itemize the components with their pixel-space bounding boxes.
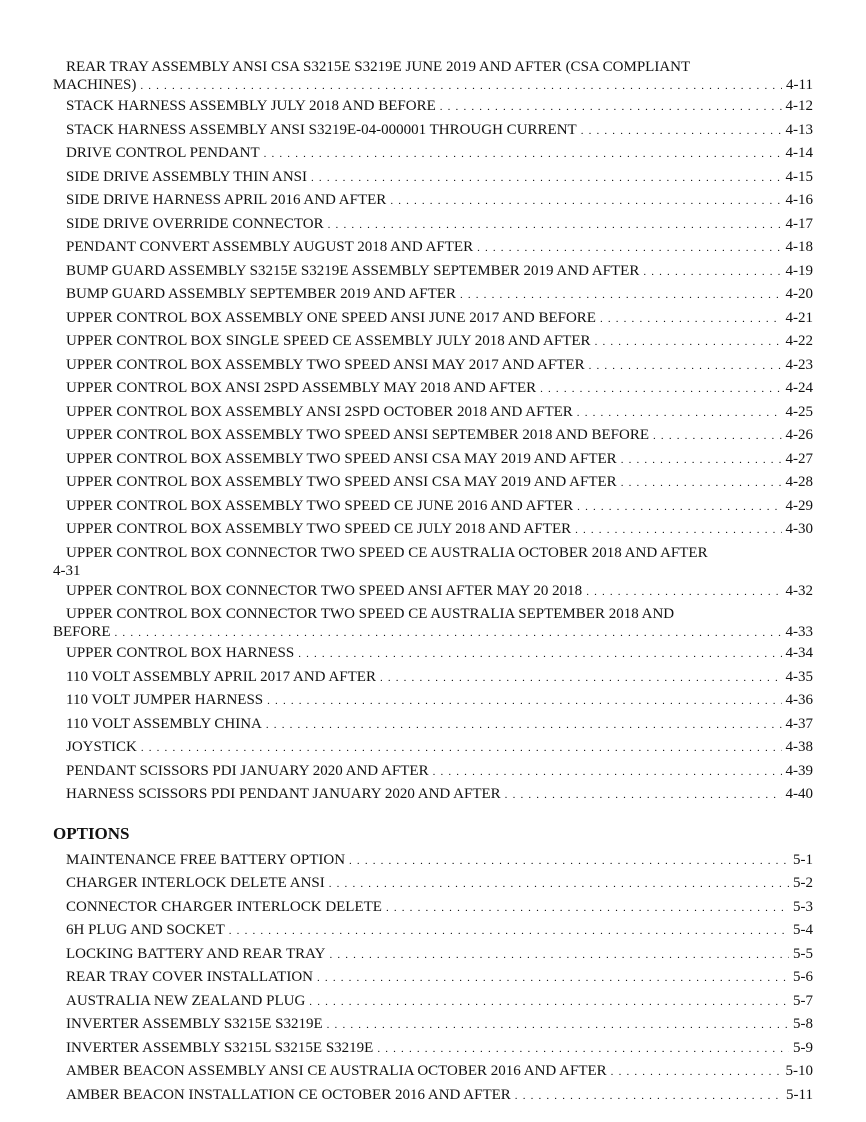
toc-leader-dots <box>349 850 789 873</box>
toc-page-number: 4-24 <box>785 380 813 396</box>
toc-entry[interactable] <box>53 377 813 401</box>
toc-leader-dots <box>377 1038 789 1061</box>
toc-entry-title: UPPER CONTROL BOX HARNESS <box>66 645 295 661</box>
toc-entry-row <box>53 330 813 354</box>
toc-entry[interactable] <box>53 142 813 166</box>
toc-entry[interactable] <box>53 283 813 307</box>
toc-leader-dots <box>229 920 789 943</box>
toc-entry-title: 110 VOLT ASSEMBLY CHINA <box>66 715 262 732</box>
toc-entry-title: STACK HARNESS ASSEMBLY JULY 2018 AND BEFORE <box>66 98 436 114</box>
toc-entry-row <box>53 166 813 190</box>
toc-entry[interactable] <box>53 424 813 448</box>
toc-entry-title: UPPER CONTROL BOX ASSEMBLY ONE SPEED ANSI JUNE 2017 AND BEFORE <box>66 309 596 326</box>
toc-entry-row <box>53 260 813 284</box>
toc-page-number: 4-32 <box>785 582 813 599</box>
toc-entry-row <box>53 518 813 542</box>
toc-entry-title: UPPER CONTROL BOX ASSEMBLY TWO SPEED CE JULY 2018 AND AFTER <box>66 521 572 537</box>
toc-entry-title: 110 VOLT ASSEMBLY APRIL 2017 AND AFTER <box>66 668 376 685</box>
toc-page-number: 4-15 <box>785 168 813 185</box>
toc-entry-title-cont: BEFORE <box>53 624 111 640</box>
toc-leader-dots <box>477 237 781 260</box>
toc-entry-title: UPPER CONTROL BOX SINGLE SPEED CE ASSEMBLY JULY 2018 AND AFTER <box>66 333 591 349</box>
toc-page-number: 5-2 <box>793 875 813 891</box>
toc-entry-row <box>53 189 813 213</box>
toc-page-number: 4-21 <box>785 309 813 326</box>
toc-entry[interactable] <box>53 872 813 896</box>
toc-entry[interactable] <box>53 580 813 604</box>
toc-entry-row <box>53 896 813 920</box>
toc-page-number: 4-40 <box>785 786 813 802</box>
toc-entry[interactable] <box>53 1060 813 1084</box>
toc-page-number: 4-37 <box>785 715 813 732</box>
toc-entry-title: SIDE DRIVE HARNESS APRIL 2016 AND AFTER <box>66 192 387 208</box>
toc-entry-row <box>53 642 813 666</box>
toc-entry[interactable] <box>53 642 813 666</box>
toc-entry-title: SIDE DRIVE ASSEMBLY THIN ANSI <box>66 168 308 185</box>
toc-entry-row <box>53 1037 813 1061</box>
toc-leader-dots <box>329 873 789 896</box>
toc-page-number: 5-4 <box>793 922 813 938</box>
toc-entry-title: BUMP GUARD ASSEMBLY S3215E S3219E ASSEMBLY SEPTEMBER 2019 AND AFTER <box>66 262 640 279</box>
toc-entry-row <box>53 1013 813 1037</box>
toc-entry-row <box>53 354 813 378</box>
toc-entry-title-cont: MACHINES) <box>53 77 137 93</box>
toc-entry-row <box>53 307 813 331</box>
toc-entry[interactable] <box>53 713 813 737</box>
toc-entry[interactable] <box>53 471 813 495</box>
toc-entry[interactable] <box>53 1013 813 1037</box>
toc-page-number: 4-14 <box>785 145 813 161</box>
toc-page-number: 4-20 <box>785 286 813 302</box>
toc-entry-title: CHARGER INTERLOCK DELETE ANSI <box>66 875 325 891</box>
toc-page-number: 4-29 <box>785 497 813 514</box>
toc-leader-dots <box>390 190 781 213</box>
toc-entry-row <box>53 849 813 873</box>
toc-entry-row <box>53 448 813 472</box>
toc-entry[interactable] <box>53 518 813 542</box>
toc-page-number: 5-10 <box>785 1063 813 1079</box>
toc-entry-title: UPPER CONTROL BOX ASSEMBLY TWO SPEED ANSI CSA MAY 2019 AND AFTER <box>66 450 617 467</box>
toc-section-options <box>53 849 813 1108</box>
toc-entry-row <box>53 990 813 1014</box>
toc-leader-dots <box>575 519 781 542</box>
toc-page-number: 4-16 <box>785 192 813 208</box>
toc-entry[interactable] <box>53 943 813 967</box>
toc-entry[interactable] <box>53 354 813 378</box>
toc-section-parts <box>53 58 813 807</box>
toc-entry[interactable] <box>53 896 813 920</box>
toc-entry-row <box>53 736 813 760</box>
toc-entry[interactable] <box>53 919 813 943</box>
toc-entry-row <box>53 783 813 807</box>
toc-entry-row <box>53 495 813 519</box>
toc-leader-dots <box>380 667 782 690</box>
toc-leader-dots <box>264 143 782 166</box>
toc-entry-title: UPPER CONTROL BOX ASSEMBLY TWO SPEED ANSI CSA MAY 2019 AND AFTER <box>66 474 617 490</box>
toc-entry-continuation <box>53 562 813 580</box>
toc-entry-title: REAR TRAY COVER INSTALLATION <box>66 969 314 985</box>
toc-entry-row <box>53 666 813 690</box>
toc-entry-row <box>53 95 813 119</box>
toc-entry-row <box>53 401 813 425</box>
toc-leader-dots <box>386 897 789 920</box>
toc-leader-dots <box>329 944 789 967</box>
toc-leader-dots <box>311 167 781 190</box>
options-heading: OPTIONS <box>53 823 130 843</box>
toc-entry-title: UPPER CONTROL BOX ASSEMBLY ANSI 2SPD OCTOBER 2018 AND AFTER <box>66 403 573 420</box>
toc-entry-title: INVERTER ASSEMBLY S3215L S3215E S3219E <box>66 1039 374 1056</box>
toc-leader-dots <box>140 77 782 95</box>
toc-entry-title: LOCKING BATTERY AND REAR TRAY <box>66 945 326 962</box>
toc-entry[interactable] <box>53 666 813 690</box>
toc-entry[interactable] <box>53 330 813 354</box>
toc-entry-title: PENDANT CONVERT ASSEMBLY AUGUST 2018 AND AFTER <box>66 239 474 255</box>
toc-entry-row <box>53 283 813 307</box>
toc-entry-row <box>53 424 813 448</box>
toc-leader-dots <box>515 1085 782 1108</box>
toc-entry-title: AMBER BEACON INSTALLATION CE OCTOBER 2016 AND AFTER <box>66 1086 511 1103</box>
toc-page-number: 5-6 <box>793 969 813 985</box>
toc-entry[interactable] <box>53 189 813 213</box>
toc-page-number: 4-26 <box>785 427 813 443</box>
toc-entry[interactable] <box>53 849 813 873</box>
toc-page-number: 4-27 <box>785 450 813 467</box>
toc-leader-dots <box>621 472 782 495</box>
toc-page-number: 4-23 <box>785 356 813 373</box>
toc-leader-dots <box>141 737 782 760</box>
toc-entry-title-line: REAR TRAY ASSEMBLY ANSI CSA S3215E S3219E JUNE 2019 AND AFTER (CSA COMPLIANT <box>66 59 691 75</box>
toc-leader-dots <box>589 355 782 378</box>
toc-entry[interactable] <box>53 166 813 190</box>
toc-entry-row <box>53 872 813 896</box>
toc-entry-title-line: UPPER CONTROL BOX CONNECTOR TWO SPEED CE AUSTRALIA OCTOBER 2018 AND AFTER <box>66 544 708 561</box>
toc-entry[interactable] <box>53 401 813 425</box>
toc-entry-title: UPPER CONTROL BOX ASSEMBLY TWO SPEED CE JUNE 2016 AND AFTER <box>66 497 574 514</box>
toc-page-number: 5-3 <box>793 898 813 915</box>
toc-entry-row <box>53 966 813 990</box>
toc-leader-dots <box>115 624 782 642</box>
toc-entry-title: BUMP GUARD ASSEMBLY SEPTEMBER 2019 AND AFTER <box>66 286 456 302</box>
toc-entry-title: INVERTER ASSEMBLY S3215E S3219E <box>66 1016 323 1032</box>
toc-entry[interactable] <box>53 260 813 284</box>
toc-entry-title-line: UPPER CONTROL BOX CONNECTOR TWO SPEED CE AUSTRALIA SEPTEMBER 2018 AND <box>66 606 675 622</box>
toc-page-number: 4-33 <box>785 624 813 640</box>
toc-leader-dots <box>595 331 782 354</box>
toc-page-number: 5-11 <box>786 1086 813 1103</box>
toc-page-number: 4-17 <box>785 215 813 232</box>
toc-leader-dots <box>581 120 782 143</box>
toc-page-number: 4-13 <box>785 121 813 138</box>
toc-leader-dots <box>577 496 781 519</box>
toc-page-number: 4-30 <box>785 521 813 537</box>
toc-entry[interactable] <box>53 448 813 472</box>
toc-entry[interactable] <box>53 689 813 713</box>
toc-entry[interactable] <box>53 95 813 119</box>
table-of-contents <box>53 56 813 1107</box>
toc-page-number: 4-34 <box>785 645 813 661</box>
toc-entry-continuation <box>53 623 813 642</box>
toc-entry-title: 110 VOLT JUMPER HARNESS <box>66 692 264 708</box>
toc-page-number: 5-1 <box>793 851 813 868</box>
toc-entry[interactable] <box>53 119 813 143</box>
toc-entry-row <box>53 119 813 143</box>
toc-entry-row <box>53 1060 813 1084</box>
toc-page-number: 4-25 <box>785 403 813 420</box>
toc-entry-row <box>53 213 813 237</box>
toc-leader-dots <box>540 378 781 401</box>
toc-entry[interactable] <box>53 58 813 95</box>
toc-page-number: 4-18 <box>785 239 813 255</box>
toc-entry-row <box>53 760 813 784</box>
toc-entry-row <box>53 580 813 604</box>
toc-leader-dots <box>611 1061 782 1084</box>
toc-entry-row <box>53 377 813 401</box>
toc-entry[interactable] <box>53 1037 813 1061</box>
toc-entry-title: CONNECTOR CHARGER INTERLOCK DELETE <box>66 898 382 915</box>
toc-leader-dots <box>460 284 782 307</box>
toc-entry-row <box>53 713 813 737</box>
toc-entry-title: PENDANT SCISSORS PDI JANUARY 2020 AND AFTER <box>66 762 429 779</box>
toc-entry-title: UPPER CONTROL BOX ASSEMBLY TWO SPEED ANSI SEPTEMBER 2018 AND BEFORE <box>66 427 650 443</box>
toc-leader-dots <box>317 967 789 990</box>
toc-leader-dots <box>621 449 782 472</box>
toc-entry-title: AMBER BEACON ASSEMBLY ANSI CE AUSTRALIA OCTOBER 2016 AND AFTER <box>66 1063 607 1079</box>
toc-entry-title: HARNESS SCISSORS PDI PENDANT JANUARY 2020 AND AFTER <box>66 786 501 802</box>
toc-entry[interactable] <box>53 966 813 990</box>
toc-page-number: 4-19 <box>785 262 813 279</box>
toc-leader-dots <box>643 261 781 284</box>
toc-entry[interactable] <box>53 760 813 784</box>
toc-leader-dots <box>328 214 782 237</box>
toc-entry-row <box>53 236 813 260</box>
toc-page-number: 5-8 <box>793 1016 813 1032</box>
toc-leader-dots <box>267 690 781 713</box>
toc-page-number: 4-12 <box>785 98 813 114</box>
toc-leader-dots <box>440 96 782 119</box>
toc-entry-title: UPPER CONTROL BOX ANSI 2SPD ASSEMBLY MAY 2018 AND AFTER <box>66 380 537 396</box>
toc-entry[interactable] <box>53 307 813 331</box>
toc-entry-row <box>53 1084 813 1108</box>
toc-entry-title: AUSTRALIA NEW ZEALAND PLUG <box>66 992 306 1009</box>
toc-entry-title: UPPER CONTROL BOX CONNECTOR TWO SPEED ANSI AFTER MAY 20 2018 <box>66 582 583 599</box>
toc-leader-dots <box>577 402 782 425</box>
toc-page-number: 4-31 <box>53 562 81 579</box>
toc-entry[interactable] <box>53 213 813 237</box>
toc-entry-row <box>53 919 813 943</box>
toc-entry-row <box>53 471 813 495</box>
toc-entry-title: 6H PLUG AND SOCKET <box>66 922 225 938</box>
toc-entry-title: SIDE DRIVE OVERRIDE CONNECTOR <box>66 215 324 232</box>
toc-leader-dots <box>309 991 789 1014</box>
toc-entry-row <box>53 142 813 166</box>
toc-entry-continuation <box>53 76 813 95</box>
toc-leader-dots <box>505 784 782 807</box>
toc-entry-title: MAINTENANCE FREE BATTERY OPTION <box>66 851 346 868</box>
toc-leader-dots <box>600 308 782 331</box>
toc-leader-dots <box>266 714 782 737</box>
toc-leader-dots <box>327 1014 789 1037</box>
toc-page-number: 4-11 <box>786 77 813 93</box>
toc-entry[interactable] <box>53 990 813 1014</box>
toc-entry-title: JOYSTICK <box>66 739 137 755</box>
toc-leader-dots <box>298 643 781 666</box>
toc-entry[interactable] <box>53 544 813 580</box>
toc-page-number: 5-5 <box>793 945 813 962</box>
toc-entry[interactable] <box>53 605 813 642</box>
toc-entry-row <box>53 689 813 713</box>
toc-entry[interactable] <box>53 783 813 807</box>
toc-page-number: 4-28 <box>785 474 813 490</box>
toc-page-number: 5-7 <box>793 992 813 1009</box>
toc-entry[interactable] <box>53 236 813 260</box>
toc-page-number: 4-39 <box>785 762 813 779</box>
toc-entry-title: DRIVE CONTROL PENDANT <box>66 145 260 161</box>
toc-entry-title: UPPER CONTROL BOX ASSEMBLY TWO SPEED ANSI MAY 2017 AND AFTER <box>66 356 585 373</box>
toc-entry[interactable] <box>53 736 813 760</box>
toc-leader-dots <box>586 581 781 604</box>
toc-page-number: 4-36 <box>785 692 813 708</box>
toc-leader-dots <box>433 761 782 784</box>
toc-page-number: 5-9 <box>793 1039 813 1056</box>
toc-leader-dots <box>653 425 781 448</box>
toc-entry-row <box>53 943 813 967</box>
toc-page-number: 4-38 <box>785 739 813 755</box>
toc-entry[interactable] <box>53 1084 813 1108</box>
toc-entry[interactable] <box>53 495 813 519</box>
toc-page-number: 4-35 <box>785 668 813 685</box>
toc-page-number: 4-22 <box>785 333 813 349</box>
toc-entry-title: STACK HARNESS ASSEMBLY ANSI S3219E-04-000001 THROUGH CURRENT <box>66 121 577 138</box>
